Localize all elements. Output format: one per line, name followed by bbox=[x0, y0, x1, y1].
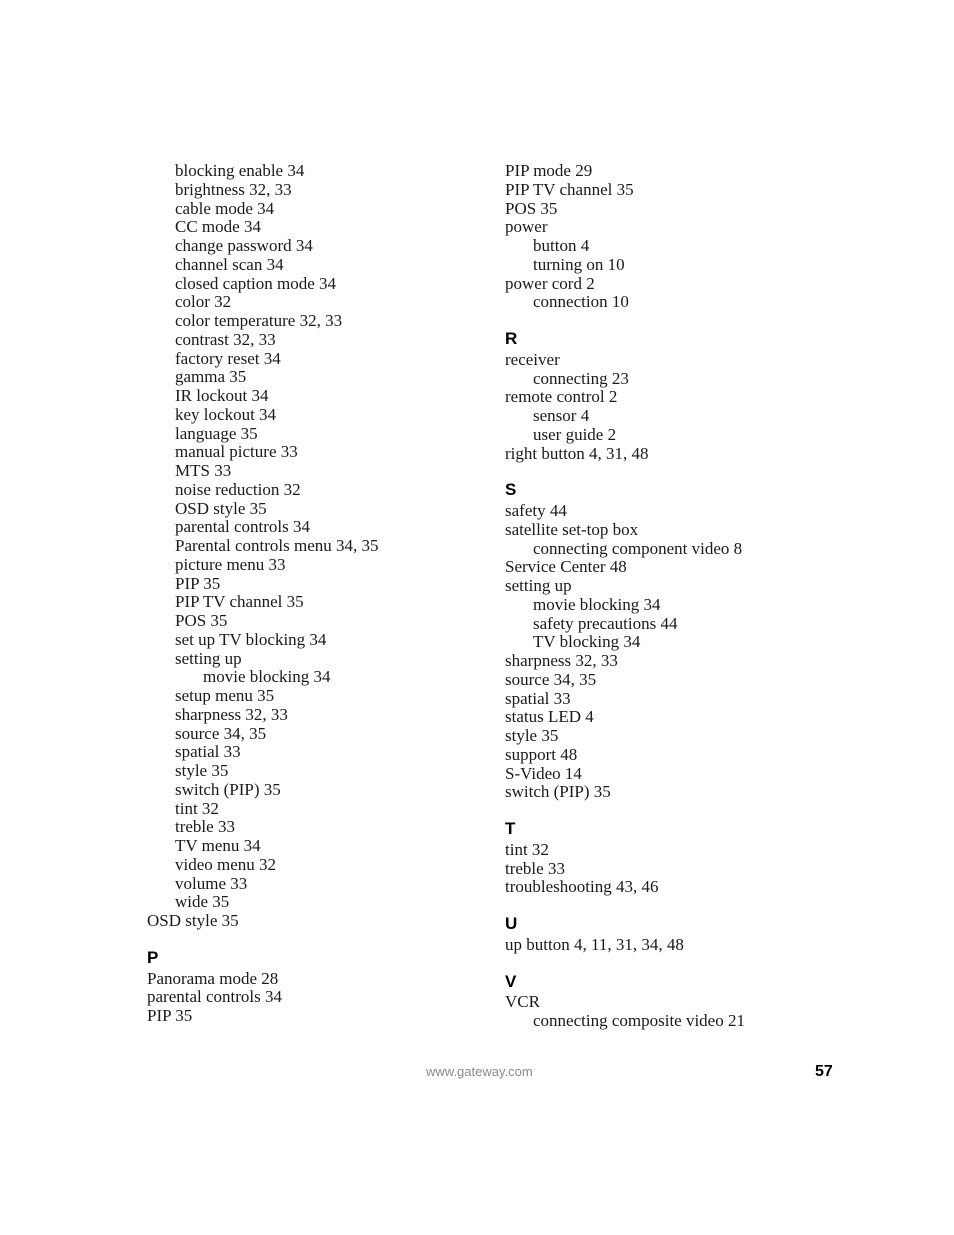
index-entry: treble 33 bbox=[505, 858, 565, 878]
index-entry: treble 33 bbox=[175, 817, 235, 837]
index-entry: factory reset 34 bbox=[175, 348, 281, 368]
index-entry: source 34, 35 bbox=[175, 723, 267, 743]
index-entry: PIP mode 29 bbox=[505, 161, 593, 180]
index-entry: PIP 35 bbox=[175, 573, 221, 593]
index-entry: safety precautions 44 bbox=[533, 613, 678, 633]
index-entry: setup menu 35 bbox=[175, 686, 275, 705]
index-letter-heading: S bbox=[505, 480, 517, 500]
index-entry: picture menu 33 bbox=[175, 554, 286, 574]
index-entry: switch (PIP) 35 bbox=[175, 779, 281, 799]
index-entry: connection 10 bbox=[533, 292, 629, 312]
index-entry: brightness 32, 33 bbox=[175, 179, 292, 199]
index-entry: Service Center 48 bbox=[505, 557, 627, 577]
index-entry: movie blocking 34 bbox=[533, 594, 661, 614]
index-entry: PIP TV channel 35 bbox=[175, 592, 304, 612]
index-entry: POS 35 bbox=[175, 611, 228, 630]
index-letter-heading: P bbox=[147, 947, 159, 967]
index-entry: video menu 32 bbox=[175, 854, 277, 874]
index-entry: tint 32 bbox=[505, 839, 549, 859]
index-entry: parental controls 34 bbox=[147, 987, 283, 1007]
index-entry: color 32 bbox=[175, 292, 232, 312]
index-entry: remote control 2 bbox=[505, 387, 618, 407]
page-number: 57 bbox=[815, 1063, 833, 1080]
index-entry: cable mode 34 bbox=[175, 198, 275, 218]
index-entry: style 35 bbox=[505, 726, 559, 745]
index-entry: turning on 10 bbox=[533, 254, 625, 274]
footer-url: www.gateway.com bbox=[426, 1064, 533, 1079]
index-column-right bbox=[505, 162, 815, 1031]
index-entry: receiver bbox=[505, 349, 560, 369]
index-entry: Parental controls menu 34, 35 bbox=[175, 536, 379, 555]
index-entry: contrast 32, 33 bbox=[175, 329, 276, 349]
index-entry: connecting composite video 21 bbox=[533, 1011, 745, 1030]
index-entry: color temperature 32, 33 bbox=[175, 311, 343, 330]
index-entry: source 34, 35 bbox=[505, 669, 597, 689]
index-entry: TV menu 34 bbox=[175, 836, 261, 855]
index-entry: channel scan 34 bbox=[175, 254, 284, 274]
index-entry: parental controls 34 bbox=[175, 517, 311, 537]
index-entry: volume 33 bbox=[175, 873, 248, 893]
index-entry: switch (PIP) 35 bbox=[505, 782, 611, 802]
index-entry: safety 44 bbox=[505, 501, 567, 520]
index-entry: language 35 bbox=[175, 423, 258, 443]
index-entry: OSD style 35 bbox=[175, 498, 267, 518]
index-entry: gamma 35 bbox=[175, 367, 247, 387]
index-entry: sensor 4 bbox=[533, 406, 590, 425]
index-entry: style 35 bbox=[175, 761, 229, 780]
index-entry: OSD style 35 bbox=[147, 911, 239, 930]
index-entry: PIP 35 bbox=[147, 1006, 193, 1025]
index-entry: movie blocking 34 bbox=[203, 667, 331, 687]
index-entry: sharpness 32, 33 bbox=[505, 651, 618, 670]
index-entry: power cord 2 bbox=[505, 273, 595, 293]
index-entry: status LED 4 bbox=[505, 707, 594, 727]
index-entry: key lockout 34 bbox=[175, 404, 277, 424]
index-entry: button 4 bbox=[533, 236, 590, 255]
index-column-left bbox=[147, 162, 467, 1026]
index-entry: spatial 33 bbox=[505, 688, 571, 708]
index-entry: change password 34 bbox=[175, 236, 313, 255]
index-entry: MTS 33 bbox=[175, 461, 232, 480]
index-entry: troubleshooting 43, 46 bbox=[505, 877, 659, 897]
index-entry: IR lockout 34 bbox=[175, 386, 269, 405]
index-entry: user guide 2 bbox=[533, 424, 617, 444]
index-entry: noise reduction 32 bbox=[175, 479, 301, 499]
index-entry: up button 4, 11, 31, 34, 48 bbox=[505, 934, 684, 954]
index-letter-heading: V bbox=[505, 971, 517, 991]
index-entry: satellite set-top box bbox=[505, 519, 639, 539]
index-letter-heading: T bbox=[505, 819, 516, 838]
index-entry: blocking enable 34 bbox=[175, 161, 305, 180]
index-entry: CC mode 34 bbox=[175, 217, 261, 237]
index-entry: setting up bbox=[505, 576, 572, 595]
index-entry: connecting 23 bbox=[533, 368, 629, 388]
index-entry: wide 35 bbox=[175, 892, 230, 912]
index-entry: POS 35 bbox=[505, 198, 558, 218]
index-letter-heading: U bbox=[505, 914, 518, 933]
index-entry: set up TV blocking 34 bbox=[175, 629, 327, 649]
index-entry: sharpness 32, 33 bbox=[175, 704, 288, 724]
index-entry: VCR bbox=[505, 992, 540, 1012]
index-entry: S-Video 14 bbox=[505, 763, 582, 783]
index-entry: tint 32 bbox=[175, 798, 219, 818]
index-entry: Panorama mode 28 bbox=[147, 968, 279, 988]
index-entry: PIP TV channel 35 bbox=[505, 179, 634, 199]
index-entry: spatial 33 bbox=[175, 742, 241, 762]
index-letter-heading: R bbox=[505, 329, 518, 348]
index-entry: closed caption mode 34 bbox=[175, 273, 336, 293]
index-entry: TV blocking 34 bbox=[533, 632, 641, 652]
index-entry: manual picture 33 bbox=[175, 442, 298, 462]
index-entry: support 48 bbox=[505, 744, 578, 764]
index-entry: power bbox=[505, 217, 548, 237]
index-entry: setting up bbox=[175, 648, 242, 668]
index-entry: right button 4, 31, 48 bbox=[505, 443, 649, 463]
index-entry: connecting component video 8 bbox=[533, 538, 743, 558]
